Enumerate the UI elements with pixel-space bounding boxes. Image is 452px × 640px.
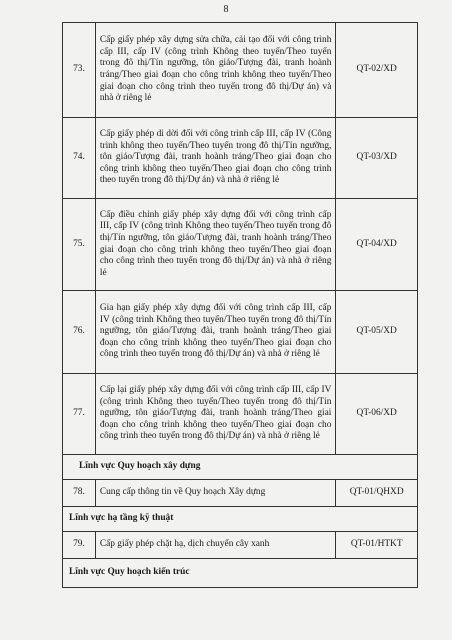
table-row xyxy=(63,480,418,507)
section-header-row xyxy=(63,559,418,588)
procedure-description: Cấp giấy phép chặt hạ, dịch chuyển cây xanh xyxy=(95,532,336,559)
procedures-table xyxy=(62,22,418,588)
section-title: Lĩnh vực Quy hoạch xây dựng xyxy=(63,455,418,480)
row-number: 76. xyxy=(63,291,96,374)
row-number: 78. xyxy=(63,480,96,507)
row-number: 79. xyxy=(63,532,96,559)
procedure-description: Cung cấp thông tin về Quy hoạch Xây dựng xyxy=(95,480,336,507)
table-row xyxy=(63,118,418,199)
procedure-code: QT-01/QHXD xyxy=(336,480,418,507)
row-number: 74. xyxy=(63,118,96,199)
procedure-code: QT-01/HTKT xyxy=(336,532,418,559)
procedure-code: QT-04/XD xyxy=(336,199,418,291)
table-row xyxy=(63,532,418,559)
page-number: 8 xyxy=(223,4,229,15)
procedure-description: Cấp lại giấy phép xây dựng đối với công trình cấp III, cấp IV (công trình Không theo tuyến/Theo tuyến trong đô thị/Tín ngưỡng, tôn giáo/Tượng đài, tranh hoành tráng/Theo giai đoạn cho công trình không theo tuyến/Theo giai đoạn cho công trình theo tuyến trong đô thị/Dự án) và nhà ở riêng lẻ xyxy=(95,374,336,455)
procedure-code: QT-06/XD xyxy=(336,374,418,455)
section-title: Lĩnh vực Quy hoạch kiến trúc xyxy=(63,559,418,588)
procedure-description: Cấp giấy phép di dời đối với công trình cấp III, cấp IV (Công trình không theo tuyến/Theo tuyến trong đô thị/Tín ngưỡng, tôn giáo/Tượng đài, tranh hoành tráng/Theo giai đoạn cho công trình không theo tuyến/Theo giai đoạn cho công trình theo tuyến trong đô thị/Dự án) và nhà ở riêng lẻ xyxy=(95,118,336,199)
table-row xyxy=(63,291,418,374)
section-header-row xyxy=(63,507,418,532)
table-row xyxy=(63,23,418,118)
table-row xyxy=(63,199,418,291)
row-number: 75. xyxy=(63,199,96,291)
procedure-code: QT-03/XD xyxy=(336,118,418,199)
procedure-description: Gia hạn giấy phép xây dựng đối với công trình cấp III, cấp IV (công trình Không theo tuyến/Theo tuyến trong đô thị/Tín ngưỡng, tôn giáo/Tượng đài, tranh hoành tráng/Theo giai đoạn cho công trình không theo tuyến/Theo giai đoạn cho công trình theo tuyến trong đô thị/Dự án) và nhà ở riêng lẻ xyxy=(95,291,336,374)
procedure-description: Cấp điều chỉnh giấy phép xây dựng đối với công trình cấp III, cấp IV (công trình Không theo tuyến/Theo tuyến trong đô thị/Tín ngưỡng, tôn giáo/Tượng đài, tranh hoành tráng/Theo giai đoạn cho công trình không theo tuyến/Theo giai đoạn cho công trình theo tuyến trong đô thị/Dự án) và nhà ở riêng lẻ xyxy=(95,199,336,291)
procedure-code: QT-05/XD xyxy=(336,291,418,374)
procedure-code: QT-02/XD xyxy=(336,23,418,118)
section-title: Lĩnh vực hạ tầng kỹ thuật xyxy=(63,507,418,532)
table-row xyxy=(63,374,418,455)
row-number: 73. xyxy=(63,23,96,118)
procedure-description: Cấp giấy phép xây dựng sửa chữa, cải tạo đối với công trình cấp III, cấp IV (công trình Không theo tuyến/Theo tuyến trong đô thị/Tín ngưỡng, tôn giáo/Tượng đài, tranh hoành tráng/Theo giai đoạn cho công trình không theo tuyến/Theo giai đoạn cho công trình theo tuyến trong đô thị/Dự án) và nhà ở riêng lẻ xyxy=(95,23,336,118)
section-header-row xyxy=(63,455,418,480)
row-number: 77. xyxy=(63,374,96,455)
